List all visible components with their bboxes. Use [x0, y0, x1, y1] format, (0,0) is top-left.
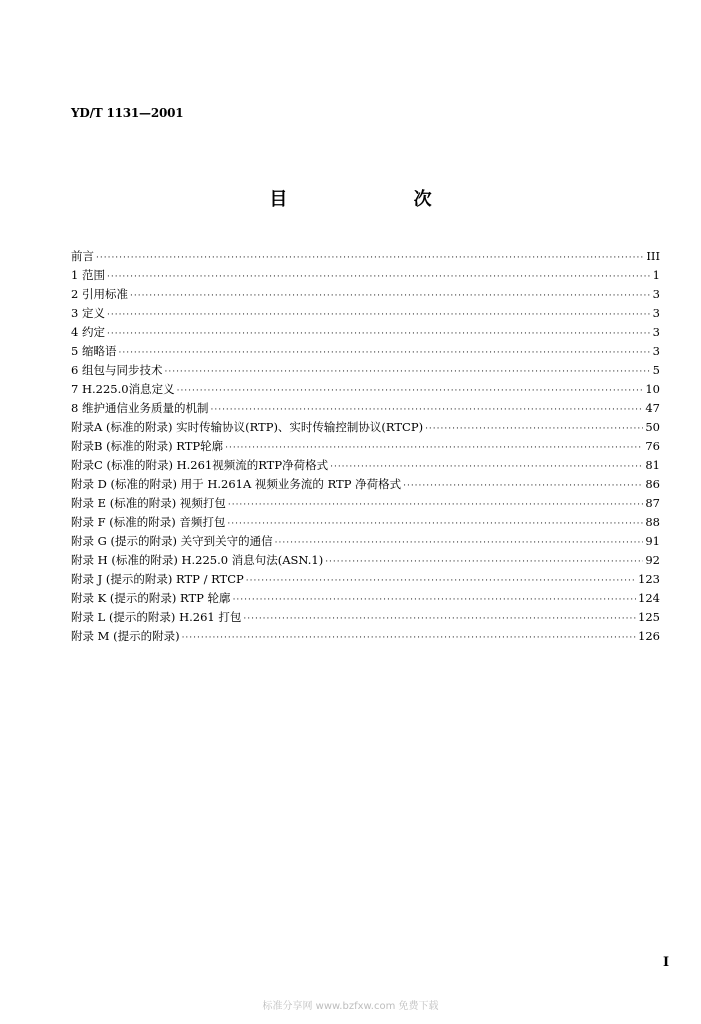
toc-entry-label: 附录B (标准的附录) RTP轮廓 [71, 439, 224, 453]
toc-entry-preface [71, 247, 660, 266]
toc-entry-label: 附录 D (标准的附录) 用于 H.261A 视频业务流的 RTP 净荷格式 [71, 477, 402, 491]
toc-entry-label: 1 范围 [71, 268, 105, 282]
toc-entry-label: 7 H.225.0消息定义 [71, 382, 175, 396]
toc-entry-annex-l [71, 608, 660, 627]
leader-dots [243, 610, 636, 629]
toc-entry-label: 附录 G (提示的附录) 关守到关守的通信 [71, 534, 273, 548]
toc-entry-label: 附录 J (提示的附录) RTP / RTCP [71, 572, 244, 586]
toc-entry-page: 125 [638, 610, 660, 624]
toc-title: 目 次 [269, 189, 492, 210]
toc-entry-label: 附录 H (标准的附录) H.225.0 消息句法(ASN.1) [71, 553, 324, 567]
toc-entry-annex-h [71, 551, 660, 570]
toc-entry-label: 附录 M (提示的附录) [71, 629, 180, 643]
toc-entry-label: 附录 K (提示的附录) RTP 轮廓 [71, 591, 231, 605]
toc-entry-label: 6 组包与同步技术 [71, 363, 163, 377]
toc-entry-label: 4 约定 [71, 325, 105, 339]
toc-entry-page: 92 [645, 553, 660, 567]
toc-entry-page: 1 [652, 268, 660, 282]
toc-entry-page: 3 [652, 344, 660, 358]
toc-entry-qos-mechanism [71, 399, 660, 418]
toc-entry-page: 47 [645, 401, 660, 415]
toc-entry-page: 5 [652, 363, 660, 377]
toc-entry-conventions [71, 323, 660, 342]
toc-entry-label: 附录 E (标准的附录) 视频打包 [71, 496, 226, 510]
leader-dots [275, 534, 644, 553]
toc-entry-label: 附录A (标准的附录) 实时传输协议(RTP)、实时传输控制协议(RTCP) [71, 420, 424, 434]
toc-entry-annex-j [71, 570, 660, 589]
toc-entry-label: 5 缩略语 [71, 344, 117, 358]
leader-dots [425, 420, 643, 439]
leader-dots [233, 591, 636, 610]
leader-dots [227, 515, 643, 534]
page-number: I [663, 955, 670, 970]
leader-dots [130, 287, 651, 306]
toc-entry-page: 50 [645, 420, 660, 434]
toc-entry-page: 10 [645, 382, 660, 396]
watermark-text: 标准分享网 www.bzfxw.com 免费下载 [262, 1001, 439, 1012]
toc-entry-page: 76 [645, 439, 660, 453]
toc-entry-label: 前言 [71, 249, 94, 263]
toc-entry-page: 81 [645, 458, 660, 472]
toc-entry-page: 86 [645, 477, 660, 491]
toc-entry-label: 8 维护通信业务质量的机制 [71, 401, 209, 415]
toc-entry-references [71, 285, 660, 304]
toc-entry-page: 3 [652, 306, 660, 320]
toc-entry-annex-b [71, 437, 660, 456]
toc-entry-page: 126 [638, 629, 660, 643]
document-code: YD/T 1131—2001 [71, 106, 184, 120]
toc-entry-h225-messages [71, 380, 660, 399]
leader-dots [246, 572, 636, 591]
toc-entry-page: 3 [652, 325, 660, 339]
table-of-contents [71, 247, 660, 646]
toc-entry-scope [71, 266, 660, 285]
toc-entry-page: 123 [638, 572, 660, 586]
toc-entry-annex-e [71, 494, 660, 513]
toc-entry-label: 附录 F (标准的附录) 音频打包 [71, 515, 226, 529]
toc-entry-annex-a [71, 418, 660, 437]
leader-dots [325, 553, 643, 572]
toc-entry-page: 91 [645, 534, 660, 548]
toc-entry-packetization [71, 361, 660, 380]
toc-entry-page: 88 [645, 515, 660, 529]
leader-dots [177, 382, 644, 401]
toc-entry-abbreviations [71, 342, 660, 361]
toc-entry-page: III [646, 249, 660, 263]
toc-entry-label: 附录 L (提示的附录) H.261 打包 [71, 610, 242, 624]
toc-entry-page: 3 [652, 287, 660, 301]
toc-entry-page: 124 [638, 591, 660, 605]
leader-dots [164, 363, 650, 382]
toc-entry-annex-k [71, 589, 660, 608]
toc-entry-label: 3 定义 [71, 306, 105, 320]
toc-entry-annex-f [71, 513, 660, 532]
leader-dots [118, 344, 650, 363]
toc-entry-annex-c [71, 456, 660, 475]
toc-entry-annex-m [71, 627, 660, 646]
leader-dots [107, 306, 651, 325]
leader-dots [182, 629, 636, 648]
toc-entry-label: 附录C (标准的附录) H.261视频流的RTP净荷格式 [71, 458, 329, 472]
leader-dots [96, 249, 644, 268]
leader-dots [107, 268, 651, 287]
leader-dots [107, 325, 651, 344]
toc-entry-definitions [71, 304, 660, 323]
toc-entry-annex-g [71, 532, 660, 551]
toc-entry-annex-d [71, 475, 660, 494]
toc-entry-label: 2 引用标准 [71, 287, 128, 301]
leader-dots [403, 477, 643, 496]
leader-dots [228, 496, 644, 515]
toc-entry-page: 87 [645, 496, 660, 510]
